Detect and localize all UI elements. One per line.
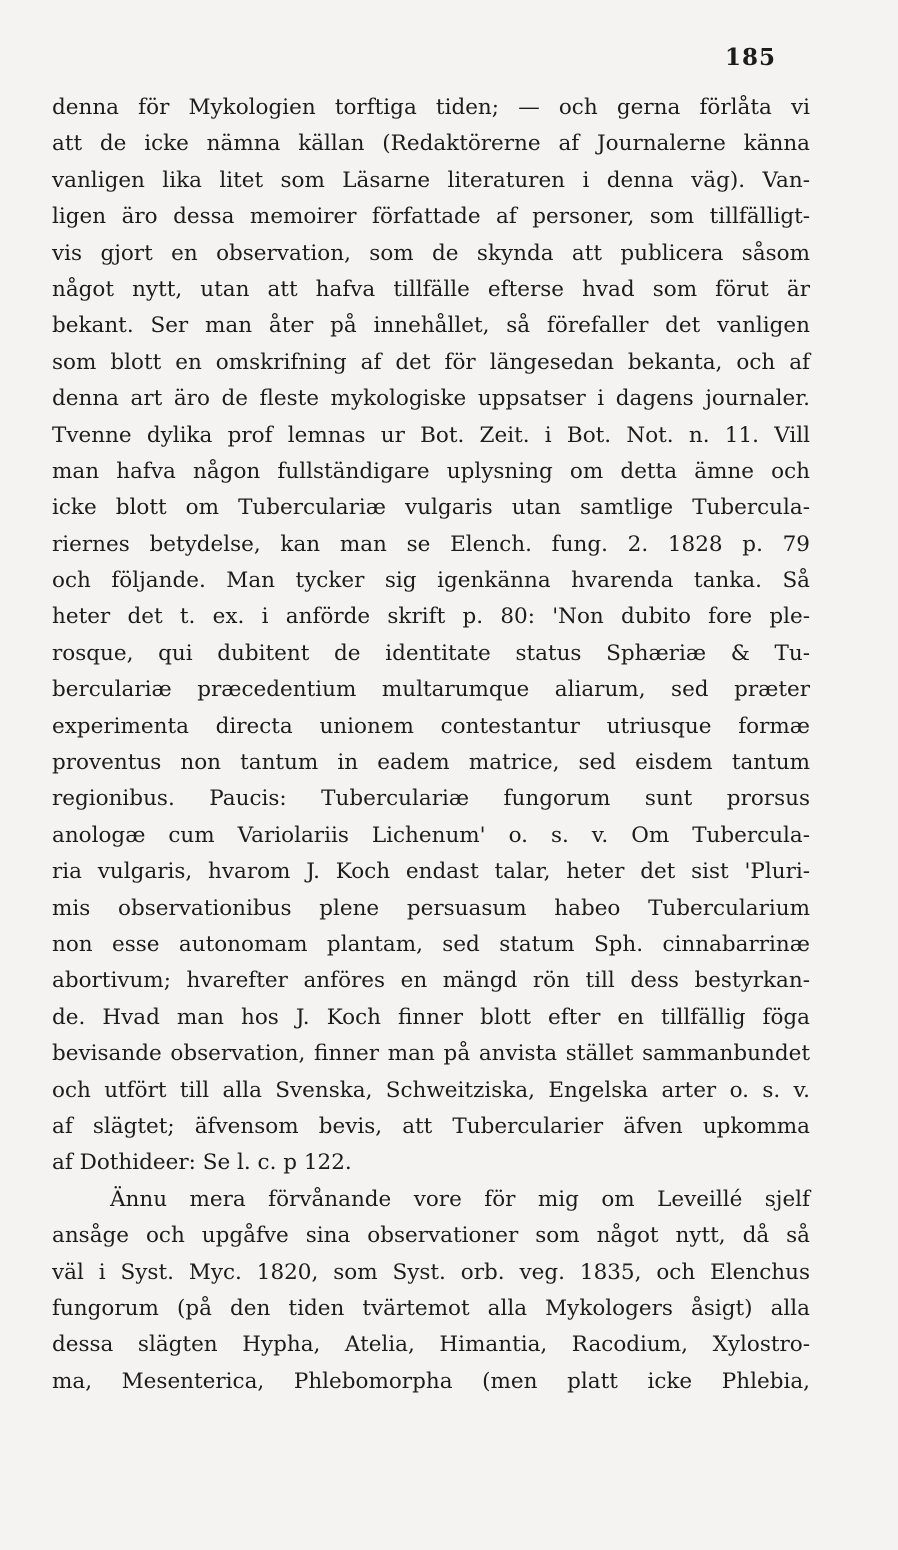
body-text	[52, 90, 810, 1400]
text-line: berculariæ præcedentium multarumque aliarum, sed præter	[52, 677, 810, 703]
text-line: af slägtet; äfvensom bevis, att Tubercularier äfven upkomma	[52, 1113, 810, 1139]
text-line: anologæ cum Variolariis Lichenum' o. s. v. Om Tubercula-	[52, 822, 810, 848]
text-line: dessa slägten Hypha, Atelia, Himantia, Racodium, Xylostro-	[52, 1332, 810, 1358]
text-line: denna för Mykologien torftiga tiden; — och gerna förlåta vi	[52, 95, 810, 120]
text-line: vis gjort en observation, som de skynda att publicera såsom	[52, 240, 810, 266]
text-line: riernes betydelse, kan man se Elench. fung. 2. 1828 p. 79	[52, 531, 810, 557]
text-line: Ännu mera förvånande vore för mig om Leveillé sjelf	[110, 1186, 810, 1212]
text-line: denna art äro de fleste mykologiske uppsatser i dagens journaler.	[52, 386, 810, 412]
text-line: bevisande observation, finner man på anvista stället sammanbundet	[52, 1041, 810, 1067]
text-line: ligen äro dessa memoirer författade af personer, som tillfälligt-	[52, 204, 810, 230]
text-line: ria vulgaris, hvarom J. Koch endast talar, heter det sist 'Pluri-	[52, 859, 810, 885]
text-line: rosque, qui dubitent de identitate status Sphæriæ & Tu-	[52, 640, 810, 666]
text-line: experimenta directa unionem contestantur utriusque formæ	[52, 713, 810, 739]
text-line: regionibus. Paucis: Tuberculariæ fungorum sunt prorsus	[52, 786, 810, 812]
text-line: fungorum (på den tiden tvärtemot alla Mykologers åsigt) alla	[52, 1295, 810, 1321]
text-line: och utfört till alla Svenska, Schweitziska, Engelska arter o. s. v.	[52, 1077, 810, 1103]
text-line: något nytt, utan att hafva tillfälle efterse hvad som förut är	[52, 276, 810, 302]
text-line: mis observationibus plene persuasum habeo Tubercularium	[52, 895, 810, 921]
text-line: som blott en omskrifning af det för längesedan bekanta, och af	[52, 349, 810, 375]
text-line: af Dothideer: Se l. c. p 122.	[52, 1150, 352, 1176]
text-line: vanligen lika litet som Läsarne literaturen i denna väg). Van-	[52, 167, 810, 193]
text-line: och följande. Man tycker sig igenkänna hvarenda tanka. Så	[52, 568, 810, 594]
text-line: abortivum; hvarefter anföres en mängd rön till dess bestyrkan-	[52, 968, 810, 994]
text-line: ansåge och upgåfve sina observationer som något nytt, då så	[52, 1223, 810, 1249]
page-number: 185	[724, 44, 776, 71]
text-line: ma, Mesenterica, Phlebomorpha (men platt icke Phlebia,	[52, 1368, 810, 1394]
text-line: bekant. Ser man åter på innehållet, så förefaller det vanligen	[52, 313, 810, 339]
text-line: Tvenne dylika prof lemnas ur Bot. Zeit. i Bot. Not. n. 11. Vill	[52, 422, 810, 448]
text-line: icke blott om Tuberculariæ vulgaris utan samtlige Tubercula-	[52, 495, 810, 521]
text-line: att de icke nämna källan (Redaktörerne af Journalerne känna	[52, 131, 810, 157]
text-line: proventus non tantum in eadem matrice, sed eisdem tantum	[52, 750, 810, 776]
text-line: heter det t. ex. i anförde skrift p. 80: 'Non dubito fore ple-	[52, 604, 810, 630]
text-line: non esse autonomam plantam, sed statum Sph. cinnabarrinæ	[52, 931, 810, 957]
text-line: väl i Syst. Myc. 1820, som Syst. orb. veg. 1835, och Elenchus	[52, 1259, 810, 1285]
text-line: de. Hvad man hos J. Koch finner blott efter en tillfällig föga	[52, 1004, 810, 1030]
text-line: man hafva någon fullständigare uplysning om detta ämne och	[52, 458, 810, 484]
